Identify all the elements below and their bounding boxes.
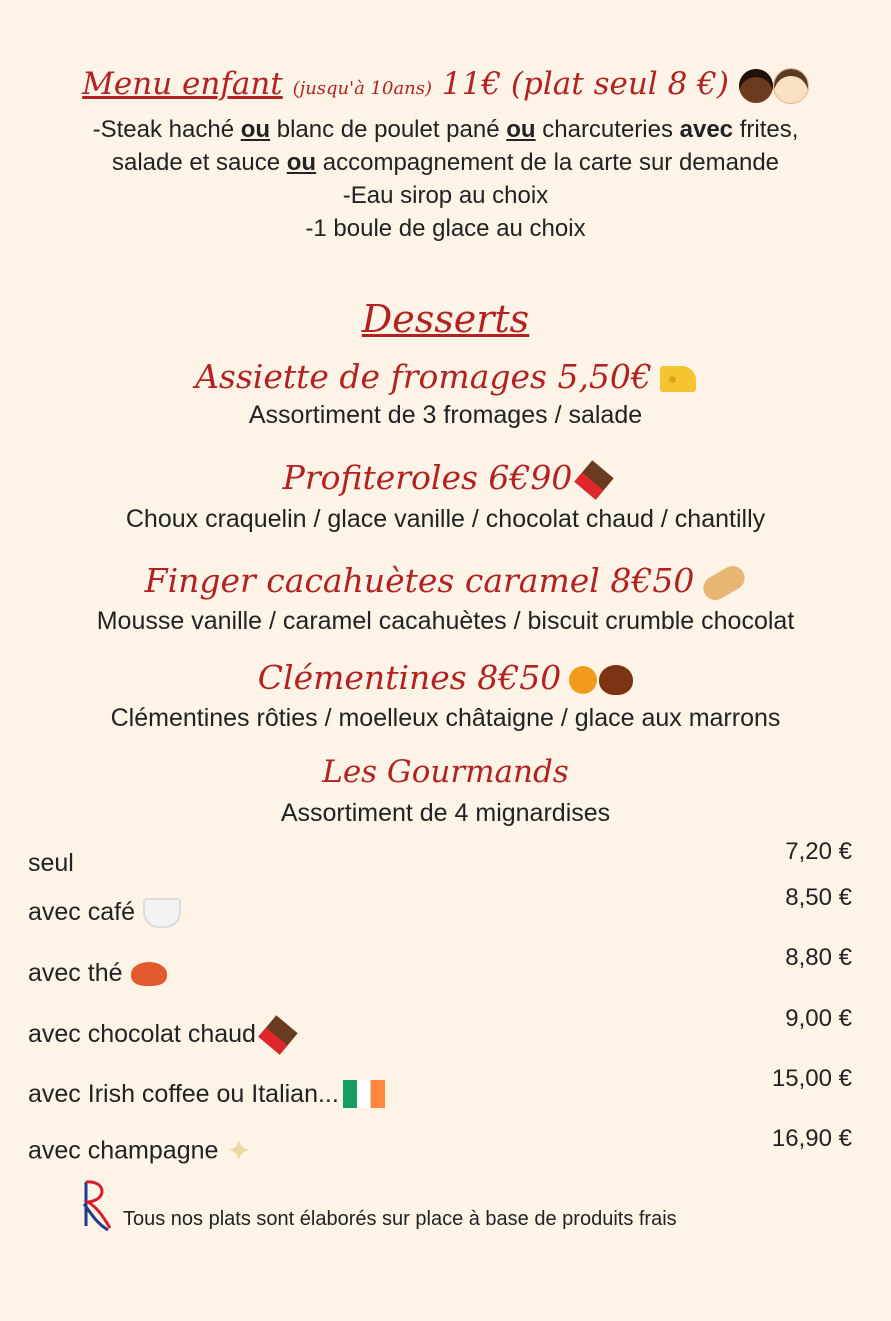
price-row-price: 7,20 € xyxy=(785,838,852,865)
text: -Steak haché xyxy=(92,116,241,143)
text: salade et sauce xyxy=(111,149,287,176)
dessert-name xyxy=(0,357,891,396)
kids-menu-title-main: Menu enfant xyxy=(82,66,283,102)
price-row-label xyxy=(28,959,167,988)
dessert-name-text: Profiteroles 6€90 xyxy=(282,458,573,497)
kids-line-3: -Eau sirop au choix xyxy=(342,182,549,209)
gourmands-heading: Les Gourmands xyxy=(322,754,569,790)
hot-beverage-icon xyxy=(143,898,181,928)
dessert-name-text: Clémentines 8€50 xyxy=(257,658,562,697)
price-row xyxy=(28,1065,852,1109)
dessert-name xyxy=(0,458,891,497)
dessert-name xyxy=(0,561,891,600)
price-row-label xyxy=(28,1020,292,1049)
text: frites, xyxy=(733,116,799,143)
kids-line-4: -1 boule de glace au choix xyxy=(305,215,586,242)
chestnut-icon xyxy=(599,665,633,695)
price-row-price: 15,00 € xyxy=(771,1065,852,1092)
label-text: avec café xyxy=(28,897,136,926)
dessert-description: Choux craquelin / glace vanille / chocolat chaud / chantilly xyxy=(125,505,766,533)
price-row xyxy=(28,1005,852,1049)
or-word: ou xyxy=(286,149,317,176)
price-row xyxy=(28,1125,852,1169)
dessert-description: Mousse vanille / caramel cacahuètes / biscuit crumble chocolat xyxy=(96,607,795,635)
label-text: avec chocolat chaud xyxy=(28,1019,256,1048)
desserts-heading: Desserts xyxy=(361,297,530,341)
ireland-flag-icon xyxy=(343,1080,385,1108)
kids-line-2 xyxy=(0,146,891,179)
dessert-name xyxy=(0,658,891,697)
price-row xyxy=(28,944,852,988)
kids-line-1 xyxy=(0,113,891,146)
price-row-label xyxy=(28,898,181,928)
label-text: avec thé xyxy=(28,959,123,987)
girl-face-icon xyxy=(739,69,773,103)
or-word: ou xyxy=(240,116,271,143)
tangerine-icon xyxy=(569,666,597,694)
cheese-icon xyxy=(660,366,696,392)
with-word: avec xyxy=(679,116,734,143)
price-row-label xyxy=(28,1080,385,1109)
chocolate-bar-icon xyxy=(575,460,614,499)
clinking-glasses-icon: ✦ xyxy=(226,1135,252,1168)
dessert-name-text: Assiette de fromages 5,50€ xyxy=(195,357,652,396)
kids-menu-description xyxy=(0,113,891,245)
dessert-name-text: Finger cacahuètes caramel 8€50 xyxy=(144,561,695,600)
or-word: ou xyxy=(506,116,536,143)
price-row xyxy=(28,838,852,878)
teapot-icon xyxy=(131,962,167,986)
boy-face-icon xyxy=(773,68,809,104)
price-row xyxy=(28,884,852,928)
chocolate-bar-icon xyxy=(258,1015,297,1054)
price-row-price: 8,80 € xyxy=(785,944,852,971)
price-row-label: seul xyxy=(28,849,74,877)
footer-text: Tous nos plats sont élaborés sur place à base de produits frais xyxy=(123,1208,677,1230)
peanut-icon xyxy=(699,562,749,605)
label-text: avec Irish coffee ou Italian... xyxy=(28,1080,339,1108)
price-row-price: 16,90 € xyxy=(771,1125,852,1152)
price-row-price: 8,50 € xyxy=(785,884,852,911)
restaurant-logo-icon xyxy=(80,1178,114,1232)
kids-menu-title xyxy=(0,66,891,104)
text: charcuteries xyxy=(535,116,680,143)
kids-menu-age: (jusqu'à 10ans) xyxy=(292,78,433,99)
dessert-description: Assortiment de 3 fromages / salade xyxy=(248,401,643,429)
text: accompagnement de la carte sur demande xyxy=(316,149,780,176)
text: blanc de poulet pané xyxy=(270,116,507,143)
price-row-price: 9,00 € xyxy=(785,1005,852,1032)
dessert-description: Clémentines rôties / moelleux châtaigne / glace aux marrons xyxy=(110,704,781,732)
kids-menu-price: 11€ (plat seul 8 €) xyxy=(441,66,729,102)
price-row-label xyxy=(28,1135,262,1169)
gourmands-subtitle: Assortiment de 4 mignardises xyxy=(280,799,611,827)
label-text: avec champagne xyxy=(28,1136,219,1165)
